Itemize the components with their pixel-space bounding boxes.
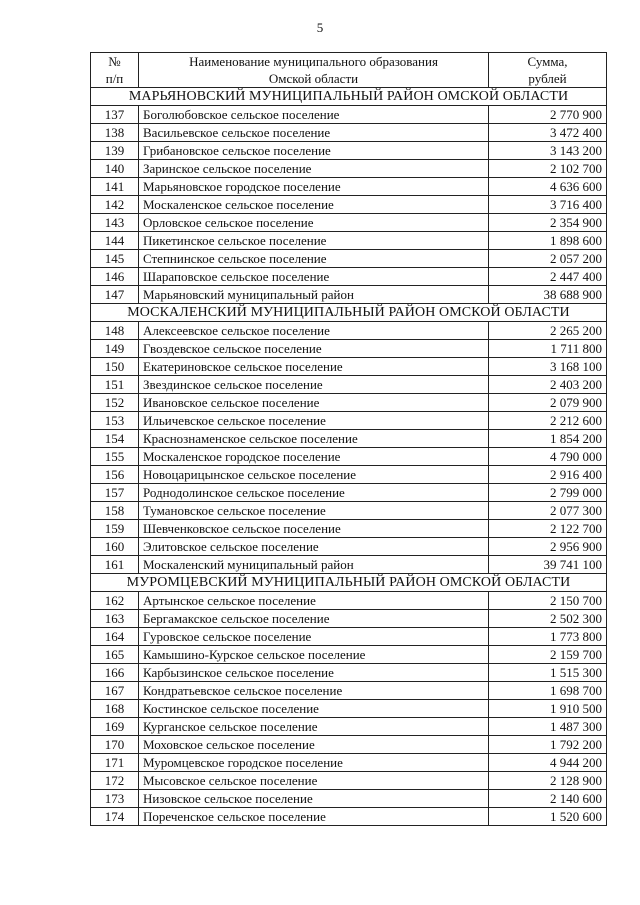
row-number: 153 xyxy=(91,412,139,430)
row-number: 171 xyxy=(91,754,139,772)
municipality-name: Шараповское сельское поселение xyxy=(139,268,489,286)
amount-cell: 1 792 200 xyxy=(489,736,607,754)
municipality-name: Гвоздевское сельское поселение xyxy=(139,340,489,358)
amount-cell: 3 716 400 xyxy=(489,196,607,214)
amount-cell: 39 741 100 xyxy=(489,556,607,574)
row-number: 173 xyxy=(91,790,139,808)
row-number: 138 xyxy=(91,124,139,142)
amount-cell: 2 057 200 xyxy=(489,250,607,268)
amount-cell: 1 711 800 xyxy=(489,340,607,358)
row-number: 147 xyxy=(91,286,139,304)
amount-cell: 1 698 700 xyxy=(489,682,607,700)
amount-cell: 2 150 700 xyxy=(489,592,607,610)
municipality-name: Кондратьевское сельское поселение xyxy=(139,682,489,700)
municipality-name: Москаленское городское поселение xyxy=(139,448,489,466)
amount-cell: 3 472 400 xyxy=(489,124,607,142)
table-row xyxy=(91,142,607,160)
municipality-name: Васильевское сельское поселение xyxy=(139,124,489,142)
table-row xyxy=(91,430,607,448)
amount-cell: 2 502 300 xyxy=(489,610,607,628)
amount-cell: 3 143 200 xyxy=(489,142,607,160)
municipality-name: Мысовское сельское поселение xyxy=(139,772,489,790)
amount-cell: 4 636 600 xyxy=(489,178,607,196)
municipality-name: Элитовское сельское поселение xyxy=(139,538,489,556)
row-number: 142 xyxy=(91,196,139,214)
row-number: 159 xyxy=(91,520,139,538)
row-number: 137 xyxy=(91,106,139,124)
table-row xyxy=(91,286,607,304)
table-body xyxy=(91,88,607,826)
row-number: 149 xyxy=(91,340,139,358)
row-number: 163 xyxy=(91,610,139,628)
table-row xyxy=(91,340,607,358)
row-number: 165 xyxy=(91,646,139,664)
municipality-name: Карбызинское сельское поселение xyxy=(139,664,489,682)
section-header-row xyxy=(91,574,607,592)
amount-cell: 1 520 600 xyxy=(489,808,607,826)
municipality-name: Костинское сельское поселение xyxy=(139,700,489,718)
row-number: 140 xyxy=(91,160,139,178)
row-number: 151 xyxy=(91,376,139,394)
municipality-name: Моховское сельское поселение xyxy=(139,736,489,754)
row-number: 172 xyxy=(91,772,139,790)
municipality-name: Заринское сельское поселение xyxy=(139,160,489,178)
table-row xyxy=(91,106,607,124)
table-row xyxy=(91,790,607,808)
section-title: МУРОМЦЕВСКИЙ МУНИЦИПАЛЬНЫЙ РАЙОН ОМСКОЙ ОБЛАСТИ xyxy=(91,574,607,592)
header-municipality: Наименование муниципального образования Омской области xyxy=(139,53,489,88)
municipality-name: Москаленский муниципальный район xyxy=(139,556,489,574)
table-row xyxy=(91,682,607,700)
row-number: 160 xyxy=(91,538,139,556)
header-number: № п/п xyxy=(91,53,139,88)
table-row xyxy=(91,232,607,250)
row-number: 168 xyxy=(91,700,139,718)
amount-cell: 2 212 600 xyxy=(489,412,607,430)
amount-cell: 2 077 300 xyxy=(489,502,607,520)
row-number: 157 xyxy=(91,484,139,502)
row-number: 167 xyxy=(91,682,139,700)
table-row xyxy=(91,196,607,214)
row-number: 174 xyxy=(91,808,139,826)
amount-cell: 2 354 900 xyxy=(489,214,607,232)
row-number: 154 xyxy=(91,430,139,448)
amount-cell: 38 688 900 xyxy=(489,286,607,304)
municipality-name: Артынское сельское поселение xyxy=(139,592,489,610)
amount-cell: 2 916 400 xyxy=(489,466,607,484)
municipality-name: Москаленское сельское поселение xyxy=(139,196,489,214)
table-row xyxy=(91,592,607,610)
section-title: МОСКАЛЕНСКИЙ МУНИЦИПАЛЬНЫЙ РАЙОН ОМСКОЙ ОБЛАСТИ xyxy=(91,304,607,322)
amount-cell: 2 403 200 xyxy=(489,376,607,394)
table-row xyxy=(91,448,607,466)
municipality-name: Боголюбовское сельское поселение xyxy=(139,106,489,124)
municipality-name: Муромцевское городское поселение xyxy=(139,754,489,772)
table-row xyxy=(91,250,607,268)
amount-cell: 3 168 100 xyxy=(489,358,607,376)
amount-cell: 2 956 900 xyxy=(489,538,607,556)
amount-cell: 2 799 000 xyxy=(489,484,607,502)
row-number: 169 xyxy=(91,718,139,736)
amount-cell: 1 773 800 xyxy=(489,628,607,646)
table-row xyxy=(91,466,607,484)
table-row xyxy=(91,178,607,196)
municipality-name: Орловское сельское поселение xyxy=(139,214,489,232)
row-number: 152 xyxy=(91,394,139,412)
table-row xyxy=(91,538,607,556)
municipality-name: Новоцарицынское сельское поселение xyxy=(139,466,489,484)
municipality-name: Грибановское сельское поселение xyxy=(139,142,489,160)
row-number: 158 xyxy=(91,502,139,520)
amount-cell: 1 515 300 xyxy=(489,664,607,682)
municipality-name: Шевченковское сельское поселение xyxy=(139,520,489,538)
table-row xyxy=(91,358,607,376)
table-row xyxy=(91,376,607,394)
amount-cell: 4 944 200 xyxy=(489,754,607,772)
row-number: 155 xyxy=(91,448,139,466)
row-number: 148 xyxy=(91,322,139,340)
municipality-name: Звездинское сельское поселение xyxy=(139,376,489,394)
row-number: 146 xyxy=(91,268,139,286)
table-row xyxy=(91,718,607,736)
allocation-table xyxy=(90,52,607,826)
amount-cell: 2 159 700 xyxy=(489,646,607,664)
table-row xyxy=(91,664,607,682)
table-row xyxy=(91,124,607,142)
municipality-name: Гуровское сельское поселение xyxy=(139,628,489,646)
municipality-name: Тумановское сельское поселение xyxy=(139,502,489,520)
table-header xyxy=(91,53,607,88)
table-row xyxy=(91,736,607,754)
amount-cell: 2 265 200 xyxy=(489,322,607,340)
section-title: МАРЬЯНОВСКИЙ МУНИЦИПАЛЬНЫЙ РАЙОН ОМСКОЙ ОБЛАСТИ xyxy=(91,88,607,106)
table-row xyxy=(91,772,607,790)
amount-cell: 1 898 600 xyxy=(489,232,607,250)
amount-cell: 2 102 700 xyxy=(489,160,607,178)
table-row xyxy=(91,484,607,502)
row-number: 166 xyxy=(91,664,139,682)
row-number: 156 xyxy=(91,466,139,484)
table-row xyxy=(91,754,607,772)
municipality-name: Алексеевское сельское поселение xyxy=(139,322,489,340)
row-number: 144 xyxy=(91,232,139,250)
municipality-name: Низовское сельское поселение xyxy=(139,790,489,808)
table-row xyxy=(91,268,607,286)
row-number: 170 xyxy=(91,736,139,754)
table-row xyxy=(91,556,607,574)
municipality-name: Ивановское сельское поселение xyxy=(139,394,489,412)
municipality-name: Пореченское сельское поселение xyxy=(139,808,489,826)
row-number: 143 xyxy=(91,214,139,232)
amount-cell: 2 079 900 xyxy=(489,394,607,412)
municipality-name: Камышино-Курское сельское поселение xyxy=(139,646,489,664)
amount-cell: 2 128 900 xyxy=(489,772,607,790)
amount-cell: 1 487 300 xyxy=(489,718,607,736)
municipality-name: Роднодолинское сельское поселение xyxy=(139,484,489,502)
header-amount: Сумма, рублей xyxy=(489,53,607,88)
section-header-row xyxy=(91,88,607,106)
row-number: 139 xyxy=(91,142,139,160)
row-number: 161 xyxy=(91,556,139,574)
row-number: 150 xyxy=(91,358,139,376)
table-row xyxy=(91,628,607,646)
row-number: 164 xyxy=(91,628,139,646)
page-number: 5 xyxy=(316,20,324,35)
municipality-name: Степнинское сельское поселение xyxy=(139,250,489,268)
amount-cell: 1 910 500 xyxy=(489,700,607,718)
table-row xyxy=(91,502,607,520)
table-row xyxy=(91,610,607,628)
table-row xyxy=(91,646,607,664)
municipality-name: Бергамакское сельское поселение xyxy=(139,610,489,628)
amount-cell: 2 140 600 xyxy=(489,790,607,808)
table-row xyxy=(91,412,607,430)
row-number: 162 xyxy=(91,592,139,610)
table-row xyxy=(91,322,607,340)
amount-cell: 2 122 700 xyxy=(489,520,607,538)
row-number: 145 xyxy=(91,250,139,268)
municipality-name: Пикетинское сельское поселение xyxy=(139,232,489,250)
municipality-name: Краснознаменское сельское поселение xyxy=(139,430,489,448)
table-row xyxy=(91,160,607,178)
municipality-name: Ильичевское сельское поселение xyxy=(139,412,489,430)
municipality-name: Курганское сельское поселение xyxy=(139,718,489,736)
table-row xyxy=(91,214,607,232)
section-header-row xyxy=(91,304,607,322)
table-row xyxy=(91,808,607,826)
table-row xyxy=(91,394,607,412)
municipality-name: Марьяновское городское поселение xyxy=(139,178,489,196)
municipality-name: Екатериновское сельское поселение xyxy=(139,358,489,376)
amount-cell: 1 854 200 xyxy=(489,430,607,448)
row-number: 141 xyxy=(91,178,139,196)
municipality-name: Марьяновский муниципальный район xyxy=(139,286,489,304)
amount-cell: 2 770 900 xyxy=(489,106,607,124)
table-row xyxy=(91,520,607,538)
table-row xyxy=(91,700,607,718)
amount-cell: 4 790 000 xyxy=(489,448,607,466)
amount-cell: 2 447 400 xyxy=(489,268,607,286)
